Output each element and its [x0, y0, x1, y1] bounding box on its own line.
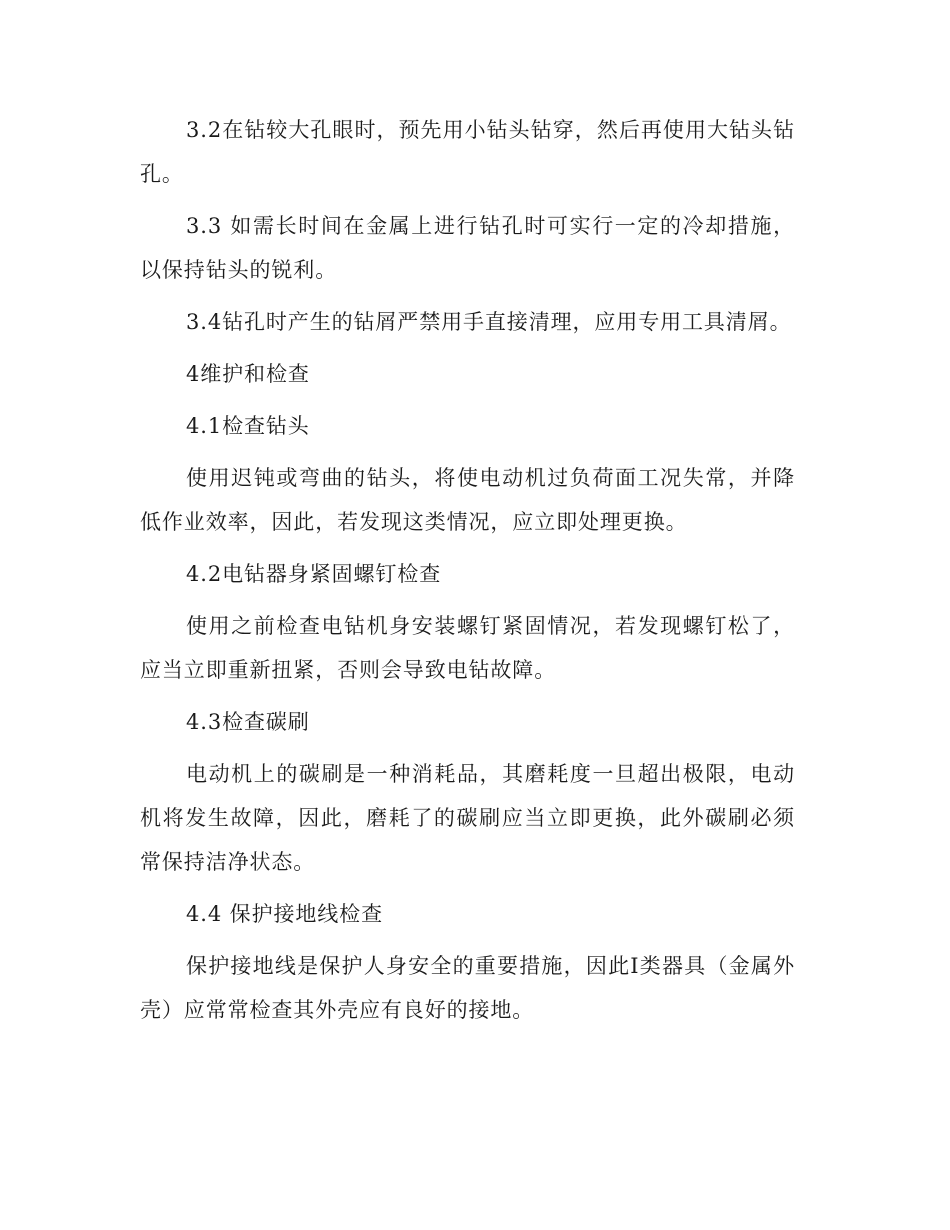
paragraph-3-2: 3.2在钻较大孔眼时，预先用小钻头钻穿，然后再使用大钻头钻孔。	[140, 118, 795, 186]
document-body	[140, 108, 795, 1040]
paragraph-3-4: 3.4钻孔时产生的钻屑严禁用手直接清理，应用专用工具清屑。	[186, 310, 792, 334]
subheading-4-2: 4.2电钻器身紧固螺钉检查	[186, 562, 442, 586]
paragraph-4-4-body: 保护接地线是保护人身安全的重要措施，因此Ⅰ类器具（金属外壳）应常常检查其外壳应有良好的接地。	[140, 954, 795, 1022]
paragraph-4-2-body: 使用之前检查电钻机身安装螺钉紧固情况，若发现螺钉松了，应当立即重新扭紧，否则会导致电钻故障。	[140, 614, 795, 682]
subheading-4-3: 4.3检查碳刷	[186, 710, 310, 734]
subheading-4-4: 4.4 保护接地线检查	[186, 902, 383, 926]
paragraph-3-3: 3.3 如需长时间在金属上进行钻孔时可实行一定的冷却措施，以保持钻头的锐利。	[140, 214, 795, 282]
paragraph-4-1-body: 使用迟钝或弯曲的钻头，将使电动机过负荷面工况失常，并降低作业效率，因此，若发现这类情况，应立即处理更换。	[140, 466, 795, 534]
subheading-4-1: 4.1检查钻头	[186, 414, 310, 438]
section-heading-4: 4维护和检查	[186, 362, 310, 386]
paragraph-4-3-body: 电动机上的碳刷是一种消耗品，其磨耗度一旦超出极限，电动机将发生故障，因此，磨耗了的碳刷应当立即更换，此外碳刷必须常保持洁净状态。	[140, 762, 795, 874]
